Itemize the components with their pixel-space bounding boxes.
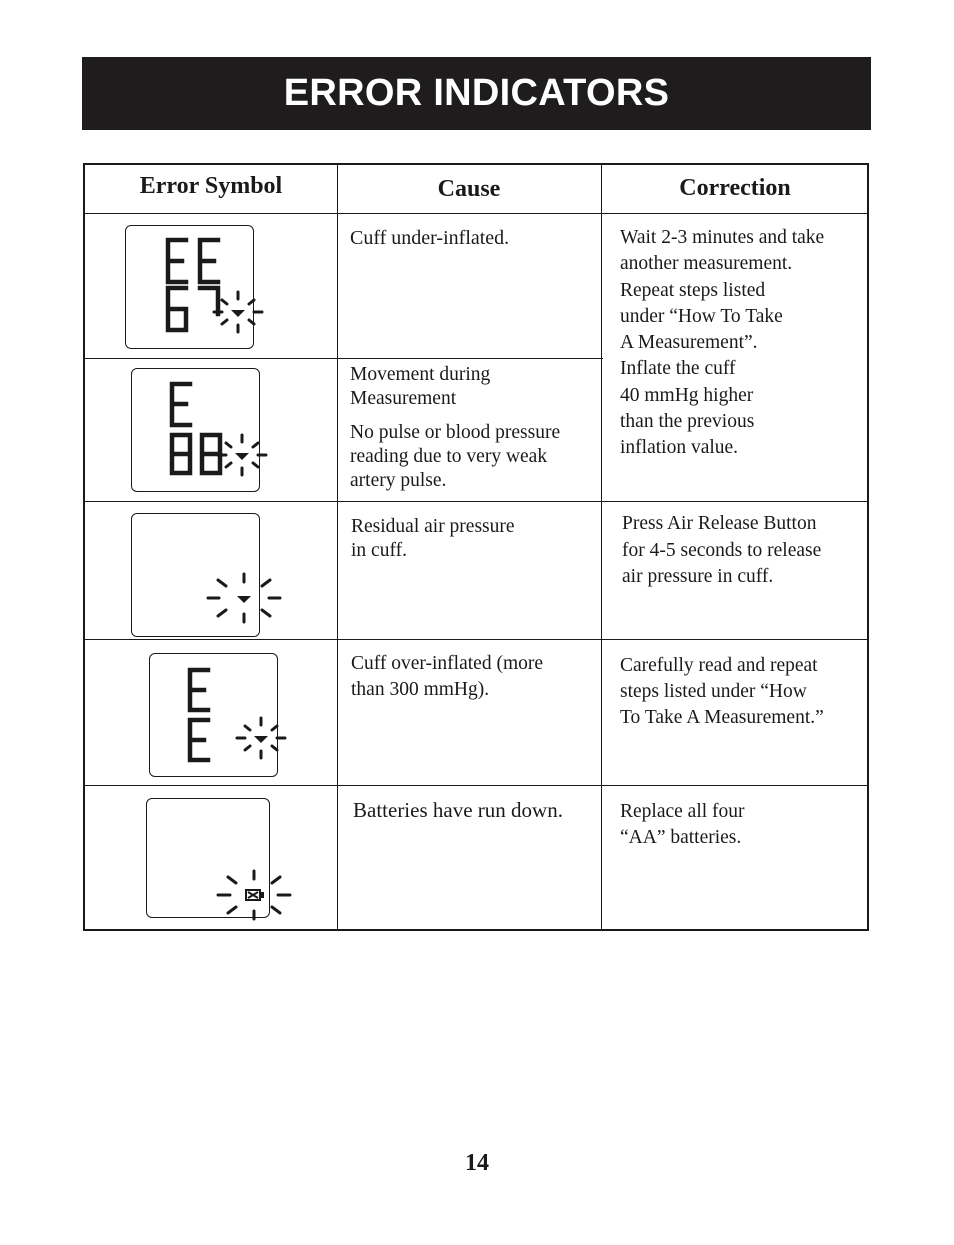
low-battery-icon (147, 799, 327, 929)
deflate-arrow-icon (126, 226, 306, 356)
header-error-symbol: Error Symbol (139, 173, 283, 199)
row-divider-1b (338, 358, 603, 359)
page-title: ERROR INDICATORS (283, 72, 670, 114)
header-correction: Correction (679, 175, 791, 201)
column-divider-1 (337, 165, 338, 929)
correction-text-row-5: Replace all four “AA” batteries. (620, 801, 745, 848)
error-table (83, 163, 869, 931)
row-divider-1 (85, 358, 338, 359)
cause-text-row-2: Movement during Measurement No pulse or blood pressure reading due to very weak artery pulse. (350, 364, 561, 491)
title-banner (82, 57, 871, 130)
header-cause: Cause (437, 176, 501, 202)
row-divider-2 (85, 501, 867, 502)
deflate-arrow-icon (132, 369, 312, 499)
page-number: 14 (465, 1150, 489, 1176)
correction-text-row-3: Press Air Release Button for 4-5 seconds to release air pressure in cuff. (622, 513, 822, 587)
deflate-arrow-icon (150, 654, 330, 784)
lcd-display-battery (146, 798, 270, 918)
cause-text-row-5: Batteries have run down. (353, 798, 563, 822)
deflate-arrow-icon (132, 514, 312, 644)
lcd-display-blank (131, 513, 260, 637)
correction-text-row-4: Carefully read and repeat steps listed under “How To Take A Measurement.” (620, 655, 824, 728)
cause-text-row-4: Cuff over-inflated (more than 300 mmHg). (351, 653, 544, 700)
cause-text-row-3: Residual air pressure in cuff. (351, 516, 515, 561)
lcd-display-e-88 (131, 368, 260, 492)
lcd-display-ee-67 (125, 225, 254, 349)
correction-text-rows-1-2: Wait 2-3 minutes and take another measurement. Repeat steps listed under “How To Take A Measurement”. Inflate the cuff 40 mmHg higher than the previous inflation value. (620, 227, 825, 459)
header-divider (85, 213, 867, 214)
lcd-display-e-e (149, 653, 278, 777)
column-divider-2 (601, 165, 602, 929)
row-divider-4 (85, 785, 867, 786)
cause-text-row-1: Cuff under-inflated. (350, 227, 510, 249)
